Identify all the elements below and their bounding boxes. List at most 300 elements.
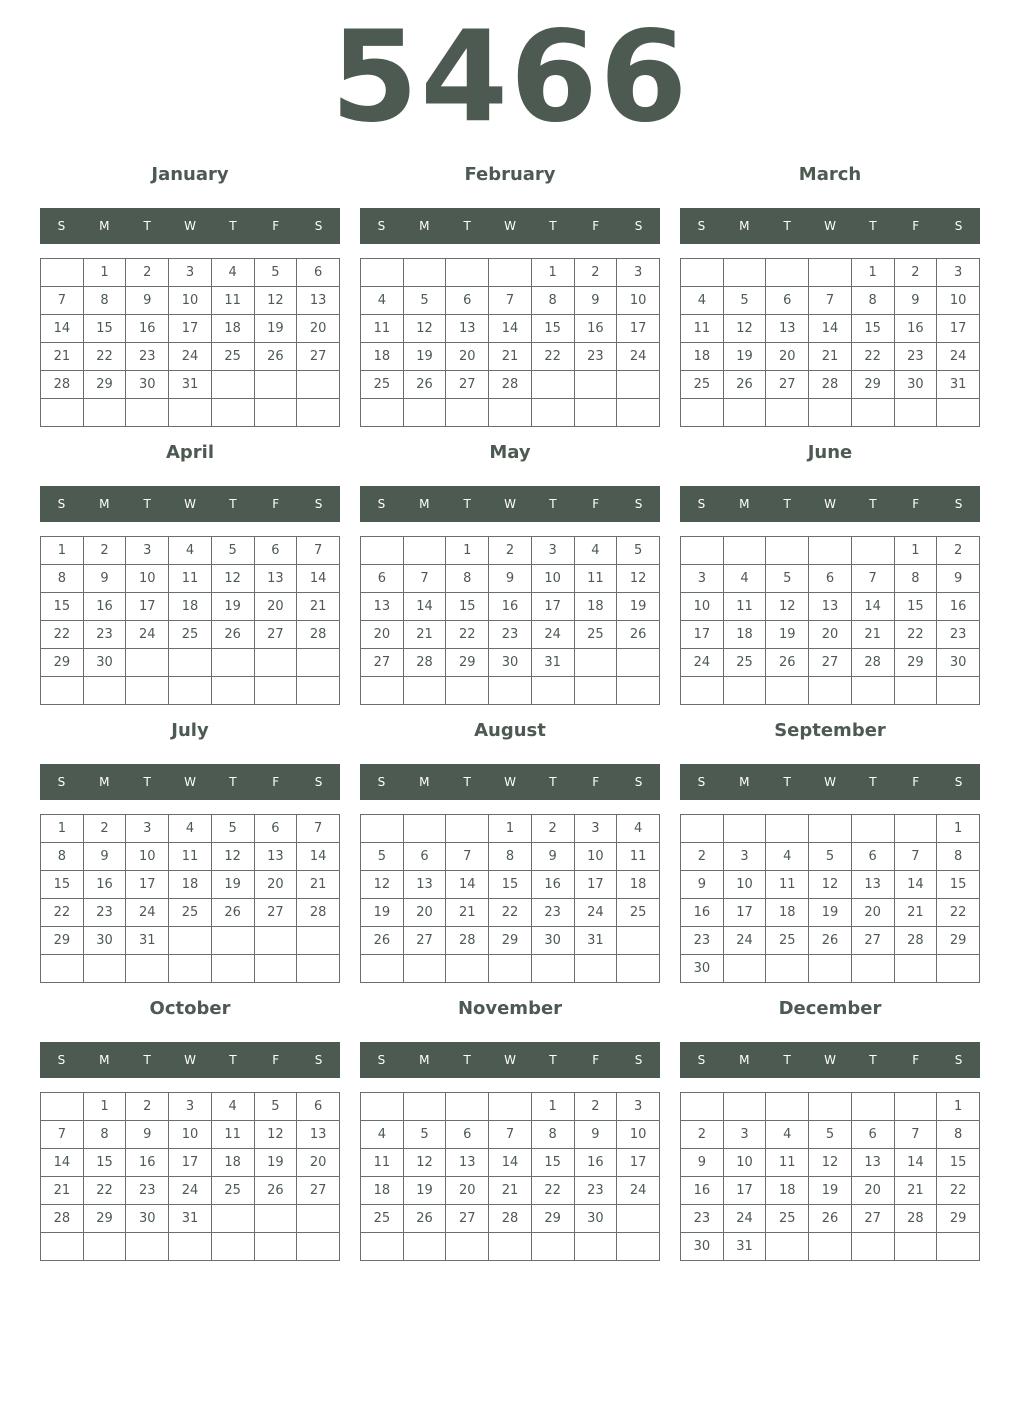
weekday-label: S (697, 1053, 706, 1067)
weekday-label: S (634, 1053, 643, 1067)
day-cell (617, 955, 660, 983)
weekday-label: M (739, 775, 750, 789)
day-cell: 17 (169, 315, 212, 343)
day-cell: 19 (211, 871, 254, 899)
day-cell: 13 (297, 287, 340, 315)
day-cell: 11 (169, 565, 212, 593)
day-cell (681, 537, 724, 565)
day-cell (766, 955, 809, 983)
day-cell: 13 (851, 1149, 894, 1177)
day-cell (894, 677, 937, 705)
day-cell (126, 1233, 169, 1261)
day-grid (40, 536, 340, 705)
weekday-header (40, 1042, 340, 1078)
day-cell: 12 (723, 315, 766, 343)
weekday-header (40, 208, 340, 244)
day-cell (809, 537, 852, 565)
day-cell (723, 1093, 766, 1121)
day-cell: 10 (723, 871, 766, 899)
day-cell: 12 (211, 843, 254, 871)
day-cell: 4 (723, 565, 766, 593)
day-cell: 9 (126, 287, 169, 315)
weekday-label: F (592, 219, 600, 233)
day-cell (851, 677, 894, 705)
week-row (681, 1149, 980, 1177)
day-cell: 26 (809, 1205, 852, 1233)
day-cell: 19 (723, 343, 766, 371)
weekday-label: S (954, 775, 963, 789)
day-grid (40, 258, 340, 427)
month-name: December (778, 998, 882, 1019)
month-8 (680, 716, 980, 986)
day-cell: 14 (809, 315, 852, 343)
day-cell (531, 677, 574, 705)
day-cell: 24 (126, 621, 169, 649)
day-cell: 11 (574, 565, 617, 593)
day-grid (360, 258, 660, 427)
day-cell: 28 (809, 371, 852, 399)
week-row (681, 649, 980, 677)
day-cell (83, 677, 126, 705)
day-cell: 30 (681, 1233, 724, 1261)
day-cell: 28 (297, 621, 340, 649)
day-cell: 6 (809, 565, 852, 593)
day-cell: 27 (254, 899, 297, 927)
day-cell: 6 (766, 287, 809, 315)
day-cell (489, 1233, 532, 1261)
week-row (41, 1093, 340, 1121)
day-cell: 16 (894, 315, 937, 343)
week-row (681, 1121, 980, 1149)
day-cell (361, 259, 404, 287)
week-row (41, 565, 340, 593)
day-cell: 18 (574, 593, 617, 621)
day-cell: 30 (83, 649, 126, 677)
day-cell: 15 (894, 593, 937, 621)
day-cell: 26 (211, 621, 254, 649)
day-cell: 26 (403, 1205, 446, 1233)
day-cell: 13 (403, 871, 446, 899)
weekday-label: T (869, 219, 877, 233)
day-cell: 3 (574, 815, 617, 843)
weekday-label: T (143, 219, 151, 233)
week-row (361, 815, 660, 843)
day-cell: 7 (851, 565, 894, 593)
day-cell (169, 677, 212, 705)
weekday-label: T (143, 775, 151, 789)
day-cell: 9 (574, 287, 617, 315)
day-cell: 3 (126, 815, 169, 843)
day-cell: 20 (403, 899, 446, 927)
weekday-label: T (783, 219, 791, 233)
day-cell: 10 (681, 593, 724, 621)
day-cell (851, 399, 894, 427)
month-name: January (151, 164, 229, 185)
day-cell: 9 (681, 871, 724, 899)
day-cell (723, 399, 766, 427)
day-cell: 24 (937, 343, 980, 371)
week-row (681, 399, 980, 427)
day-cell: 2 (126, 1093, 169, 1121)
day-cell: 23 (83, 899, 126, 927)
day-cell: 8 (41, 843, 84, 871)
day-cell: 11 (211, 287, 254, 315)
week-row (681, 1093, 980, 1121)
weekday-label: W (824, 219, 836, 233)
day-cell (41, 1093, 84, 1121)
day-cell (809, 677, 852, 705)
day-cell: 1 (83, 259, 126, 287)
day-cell: 6 (851, 843, 894, 871)
day-cell (574, 955, 617, 983)
day-cell: 23 (681, 927, 724, 955)
day-cell (297, 955, 340, 983)
day-cell (851, 955, 894, 983)
day-cell: 31 (723, 1233, 766, 1261)
weekday-label: S (954, 1053, 963, 1067)
day-cell: 29 (937, 927, 980, 955)
day-cell: 7 (446, 843, 489, 871)
day-cell: 12 (211, 565, 254, 593)
day-cell: 18 (169, 593, 212, 621)
day-cell: 5 (254, 1093, 297, 1121)
day-cell (254, 1205, 297, 1233)
week-row (361, 259, 660, 287)
day-cell: 4 (169, 815, 212, 843)
day-cell (83, 1233, 126, 1261)
week-row (681, 955, 980, 983)
week-row (41, 537, 340, 565)
weekday-label: W (184, 497, 196, 511)
day-cell (297, 649, 340, 677)
day-cell: 8 (531, 287, 574, 315)
weekday-label: F (272, 775, 280, 789)
day-cell: 28 (446, 927, 489, 955)
day-cell: 10 (126, 843, 169, 871)
day-cell: 14 (894, 1149, 937, 1177)
day-cell (574, 1233, 617, 1261)
week-row (361, 371, 660, 399)
weekday-label: T (463, 775, 471, 789)
day-cell (766, 537, 809, 565)
weekday-label: T (869, 497, 877, 511)
month-name: May (489, 442, 531, 463)
weekday-label: F (912, 497, 920, 511)
day-cell: 20 (361, 621, 404, 649)
day-cell: 4 (361, 1121, 404, 1149)
day-grid (680, 1092, 980, 1261)
day-cell (403, 815, 446, 843)
day-cell (809, 955, 852, 983)
week-row (41, 843, 340, 871)
week-row (41, 649, 340, 677)
day-cell (894, 1093, 937, 1121)
day-cell: 10 (617, 1121, 660, 1149)
day-cell: 4 (681, 287, 724, 315)
weekday-label: T (229, 1053, 237, 1067)
day-cell: 10 (574, 843, 617, 871)
week-row (361, 287, 660, 315)
day-cell (937, 1233, 980, 1261)
day-cell (766, 815, 809, 843)
day-cell (83, 399, 126, 427)
day-cell: 3 (617, 259, 660, 287)
weekday-label: F (592, 775, 600, 789)
day-cell: 21 (489, 343, 532, 371)
day-cell: 8 (851, 287, 894, 315)
day-cell: 31 (937, 371, 980, 399)
day-cell: 19 (254, 315, 297, 343)
day-cell: 24 (723, 927, 766, 955)
day-cell (403, 537, 446, 565)
day-cell: 5 (617, 537, 660, 565)
weekday-label: S (697, 497, 706, 511)
day-cell: 6 (297, 1093, 340, 1121)
month-7 (360, 716, 660, 986)
day-cell: 14 (297, 843, 340, 871)
month-1 (360, 160, 660, 430)
weekday-label: S (634, 219, 643, 233)
weekday-label: F (912, 219, 920, 233)
day-cell (851, 815, 894, 843)
day-cell: 24 (723, 1205, 766, 1233)
day-cell (489, 677, 532, 705)
week-row (681, 565, 980, 593)
weekday-label: W (824, 775, 836, 789)
day-cell (809, 259, 852, 287)
day-cell (41, 259, 84, 287)
day-cell: 18 (211, 315, 254, 343)
weekday-label: S (57, 497, 66, 511)
day-cell: 20 (766, 343, 809, 371)
day-cell: 30 (489, 649, 532, 677)
day-cell: 11 (211, 1121, 254, 1149)
day-cell (617, 1233, 660, 1261)
day-cell: 3 (723, 843, 766, 871)
weekday-label: F (272, 497, 280, 511)
month-name: March (798, 164, 862, 185)
day-cell (809, 399, 852, 427)
day-cell: 31 (574, 927, 617, 955)
week-row (41, 1121, 340, 1149)
weekday-label: S (314, 775, 323, 789)
day-cell: 1 (83, 1093, 126, 1121)
day-cell: 20 (809, 621, 852, 649)
day-cell: 25 (617, 899, 660, 927)
day-cell: 18 (617, 871, 660, 899)
day-cell: 7 (297, 537, 340, 565)
month-11 (680, 994, 980, 1264)
day-cell: 30 (937, 649, 980, 677)
day-cell: 29 (83, 371, 126, 399)
day-cell: 20 (254, 871, 297, 899)
day-cell: 5 (211, 537, 254, 565)
day-cell: 31 (169, 1205, 212, 1233)
day-cell: 16 (937, 593, 980, 621)
day-grid (680, 258, 980, 427)
day-cell (361, 399, 404, 427)
day-cell: 17 (126, 871, 169, 899)
weekday-label: M (99, 775, 110, 789)
day-cell: 21 (894, 899, 937, 927)
week-row (361, 1121, 660, 1149)
day-cell: 2 (489, 537, 532, 565)
day-cell: 3 (169, 1093, 212, 1121)
day-cell (403, 399, 446, 427)
day-cell: 15 (41, 593, 84, 621)
day-cell: 9 (681, 1149, 724, 1177)
day-cell (254, 371, 297, 399)
day-cell: 12 (809, 1149, 852, 1177)
day-cell (574, 399, 617, 427)
weekday-label: T (869, 1053, 877, 1067)
day-cell: 8 (83, 1121, 126, 1149)
week-row (361, 843, 660, 871)
day-cell: 9 (83, 565, 126, 593)
day-cell: 4 (574, 537, 617, 565)
day-cell: 5 (809, 843, 852, 871)
day-cell: 25 (723, 649, 766, 677)
day-cell: 16 (574, 1149, 617, 1177)
day-cell (617, 927, 660, 955)
weekday-header (360, 1042, 660, 1078)
weekday-label: T (229, 219, 237, 233)
weekday-label: T (229, 497, 237, 511)
day-cell: 18 (723, 621, 766, 649)
day-grid (40, 814, 340, 983)
week-row (361, 1205, 660, 1233)
weekday-label: T (783, 775, 791, 789)
day-cell: 17 (723, 1177, 766, 1205)
week-row (41, 593, 340, 621)
day-cell: 17 (937, 315, 980, 343)
day-cell: 26 (809, 927, 852, 955)
day-cell (41, 399, 84, 427)
day-cell: 29 (531, 1205, 574, 1233)
day-cell: 21 (851, 621, 894, 649)
day-cell (211, 371, 254, 399)
week-row (361, 871, 660, 899)
day-cell: 10 (169, 287, 212, 315)
day-cell (617, 677, 660, 705)
day-cell: 22 (894, 621, 937, 649)
day-cell: 18 (681, 343, 724, 371)
week-row (361, 649, 660, 677)
day-cell: 14 (489, 1149, 532, 1177)
day-cell: 12 (254, 1121, 297, 1149)
day-cell: 15 (531, 1149, 574, 1177)
day-cell: 7 (41, 1121, 84, 1149)
day-cell: 24 (169, 1177, 212, 1205)
weekday-label: F (912, 1053, 920, 1067)
week-row (361, 677, 660, 705)
day-cell (361, 955, 404, 983)
day-cell: 21 (41, 1177, 84, 1205)
day-cell: 14 (41, 1149, 84, 1177)
week-row (41, 1205, 340, 1233)
weekday-label: S (57, 1053, 66, 1067)
day-cell: 25 (361, 371, 404, 399)
day-cell: 27 (446, 371, 489, 399)
month-3 (40, 438, 340, 708)
day-cell: 22 (446, 621, 489, 649)
day-cell (126, 399, 169, 427)
day-cell: 1 (531, 1093, 574, 1121)
weekday-label: T (463, 1053, 471, 1067)
day-cell: 11 (169, 843, 212, 871)
day-cell: 4 (211, 259, 254, 287)
day-cell: 13 (809, 593, 852, 621)
day-cell (446, 399, 489, 427)
day-cell (531, 1233, 574, 1261)
weekday-label: F (272, 219, 280, 233)
week-row (681, 371, 980, 399)
weekday-label: W (504, 219, 516, 233)
day-cell: 3 (617, 1093, 660, 1121)
weekday-label: S (634, 775, 643, 789)
day-cell (297, 927, 340, 955)
week-row (41, 315, 340, 343)
day-cell: 24 (574, 899, 617, 927)
day-cell: 5 (809, 1121, 852, 1149)
day-cell: 26 (617, 621, 660, 649)
day-cell (617, 649, 660, 677)
weekday-label: F (592, 497, 600, 511)
week-row (681, 677, 980, 705)
day-cell (446, 955, 489, 983)
weekday-label: W (504, 775, 516, 789)
day-cell: 6 (254, 815, 297, 843)
day-cell: 3 (723, 1121, 766, 1149)
weekday-label: S (954, 497, 963, 511)
day-cell (169, 1233, 212, 1261)
day-cell: 11 (361, 315, 404, 343)
weekday-label: S (697, 219, 706, 233)
weekday-header (680, 1042, 980, 1078)
day-cell (894, 399, 937, 427)
day-cell (489, 1093, 532, 1121)
day-cell: 5 (723, 287, 766, 315)
week-row (41, 287, 340, 315)
day-cell: 12 (403, 1149, 446, 1177)
day-cell: 6 (297, 259, 340, 287)
month-name: July (171, 720, 209, 741)
day-cell: 14 (894, 871, 937, 899)
week-row (681, 871, 980, 899)
day-cell: 28 (894, 927, 937, 955)
day-cell: 17 (723, 899, 766, 927)
day-cell: 22 (41, 899, 84, 927)
day-cell: 2 (83, 537, 126, 565)
day-cell (211, 399, 254, 427)
day-cell: 14 (489, 315, 532, 343)
day-cell (361, 1233, 404, 1261)
day-cell (723, 537, 766, 565)
day-cell (297, 399, 340, 427)
day-cell: 7 (894, 1121, 937, 1149)
day-cell: 1 (41, 537, 84, 565)
day-cell: 28 (489, 371, 532, 399)
day-cell: 28 (403, 649, 446, 677)
day-cell: 15 (83, 1149, 126, 1177)
weekday-label: T (549, 775, 557, 789)
day-cell (574, 371, 617, 399)
day-cell: 9 (489, 565, 532, 593)
weekday-label: F (912, 775, 920, 789)
week-row (41, 399, 340, 427)
day-cell: 21 (297, 871, 340, 899)
weekday-label: M (419, 1053, 430, 1067)
